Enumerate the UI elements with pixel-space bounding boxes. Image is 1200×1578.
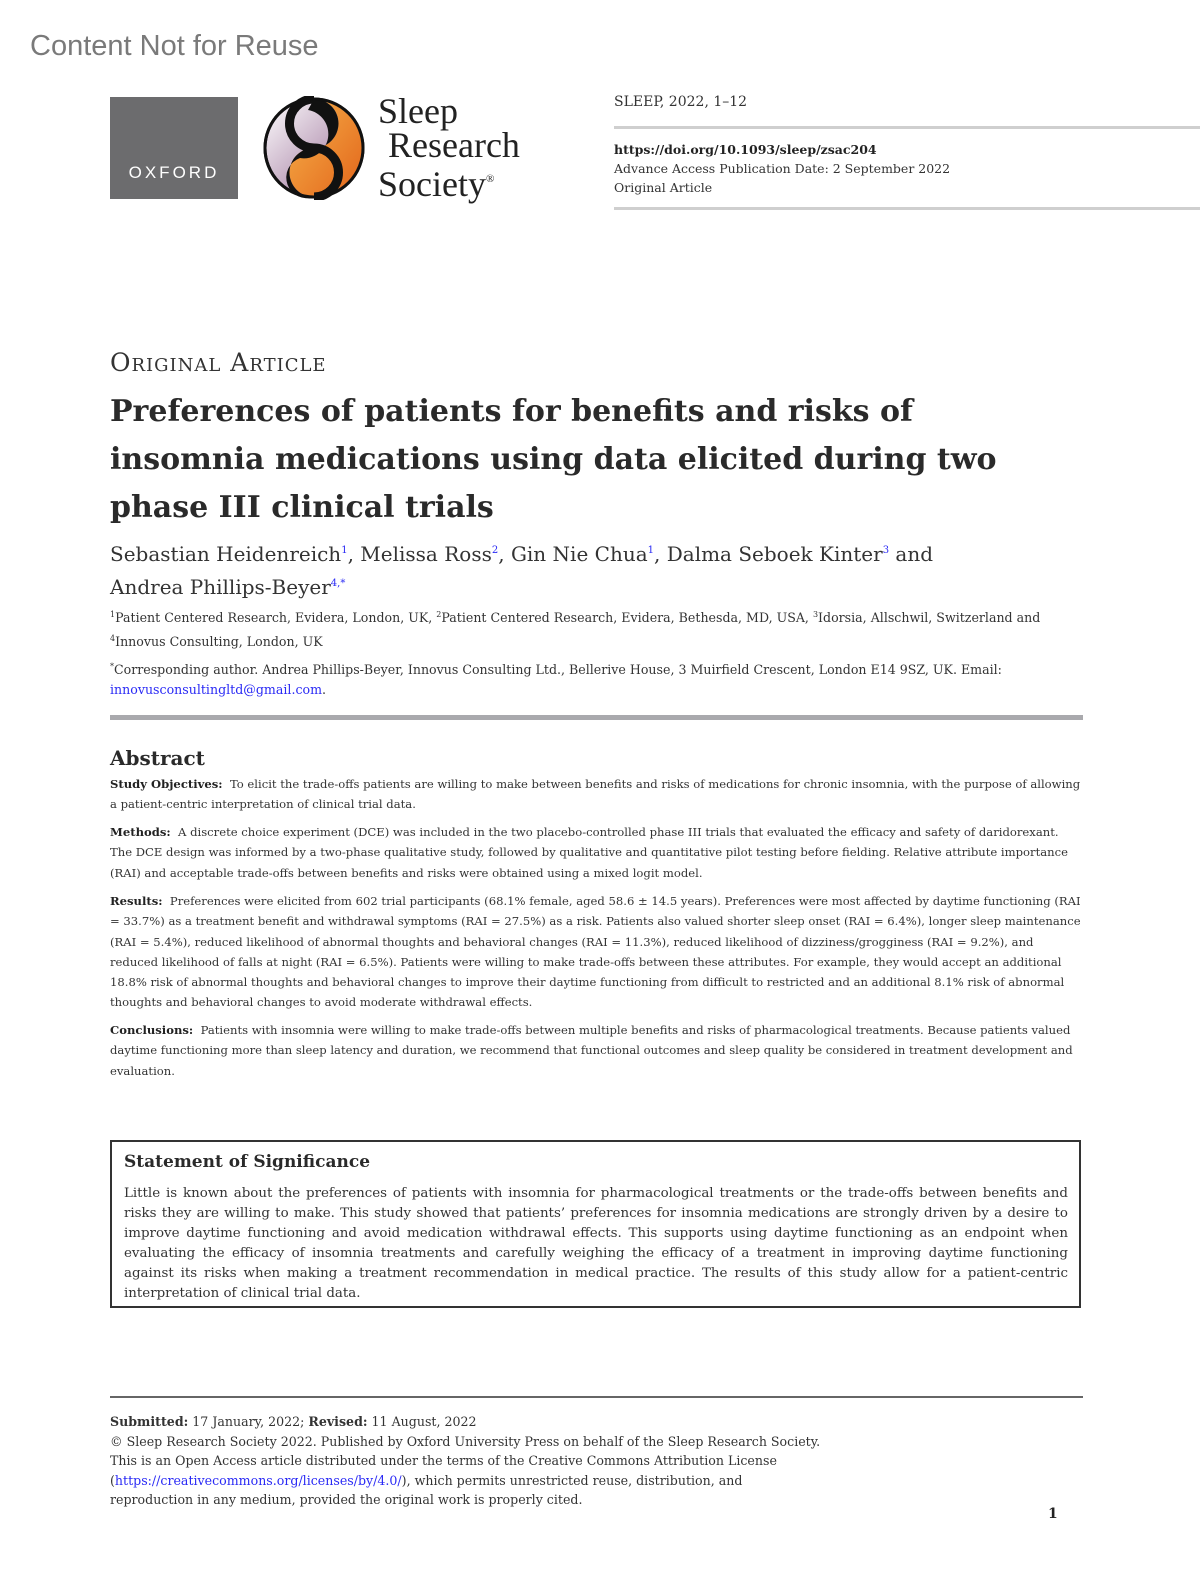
significance-heading: Statement of Significance xyxy=(124,1152,371,1172)
author-name: Dalma Seboek Kinter xyxy=(666,542,883,566)
article-title: Preferences of patients for benefits and risks of insomnia medications using data elicited during two phase III clinical trials xyxy=(110,394,997,525)
sleep-research-society-logo-icon xyxy=(262,96,366,200)
abstract-section-text: Patients with insomnia were willing to make trade-offs between multiple benefits and risks of pharmacological treatments. Because patients valued daytime functioning more than sleep latency and duration, we recommend that functional outcomes and sleep quality be considered in treatment development and evaluation. xyxy=(110,1023,1073,1078)
corresponding-email-link[interactable]: innovusconsultingltd@gmail.com xyxy=(110,682,323,697)
author-separator: , xyxy=(654,542,667,566)
society-name-line3: Society xyxy=(378,164,486,204)
header-rule-top xyxy=(614,126,1200,129)
copyright-line: © Sleep Research Society 2022. Published by Oxford University Press on behalf of the Sleep Research Society. xyxy=(110,1433,821,1449)
footer-rule xyxy=(110,1396,1083,1398)
abstract-section-label: Conclusions: xyxy=(110,1023,194,1037)
abstract-section-text: A discrete choice experiment (DCE) was included in the two placebo-controlled phase III trials that evaluated the efficacy and safety of daridorexant. The DCE design was informed by a two-phase qualitative study, followed by qualitative and quantitative pilot testing before fielding. Relative attribute importance (RAI) and acceptable trade-offs between benefits and risks were obtained using a mixed logit model. xyxy=(110,825,1068,880)
oxford-logo xyxy=(110,97,238,199)
license-link[interactable]: https://creativecommons.org/licenses/by/4.0/ xyxy=(114,1472,402,1488)
abstract-objectives xyxy=(110,774,1084,815)
corresponding-author xyxy=(110,657,1085,700)
revised-label: Revised: xyxy=(308,1414,368,1429)
affiliation-text: Patient Centered Research, Evidera, London, UK, xyxy=(115,610,437,625)
section-divider xyxy=(110,715,1083,720)
society-name-line1: Sleep xyxy=(378,91,458,131)
article-type-header: Original Article xyxy=(614,180,713,195)
affiliation-number: 3 xyxy=(812,610,819,619)
footer-notes xyxy=(110,1412,870,1510)
corresponding-text: Corresponding author. Andrea Phillips-Beyer, Innovus Consulting Ltd., Bellerive House, 3 Muirfield Crescent, London E14 9SZ, UK. Email: xyxy=(114,662,1002,677)
license-link-line: (https://creativecommons.org/licenses/by/4.0/), which permits unrestricted reuse, distribution, and xyxy=(110,1472,743,1488)
watermark-text: Content Not for Reuse xyxy=(30,30,319,62)
society-name xyxy=(378,91,520,204)
corresponding-end: . xyxy=(322,682,327,697)
page-number: 1 xyxy=(1048,1506,1058,1522)
author-affiliation-ref[interactable]: 1 xyxy=(341,545,348,556)
statement-of-significance-box xyxy=(110,1140,1081,1308)
license-rest: , which permits unrestricted reuse, distribution, and xyxy=(406,1472,743,1488)
corresponding-mark: * xyxy=(110,662,114,671)
oxford-logo-text: OXFORD xyxy=(128,163,220,182)
author-affiliation-ref[interactable]: 3 xyxy=(882,545,890,556)
doi-block xyxy=(614,140,950,197)
author-affiliation-ref[interactable]: 4,* xyxy=(330,578,346,589)
author-name: Gin Nie Chua xyxy=(510,542,648,566)
author-affiliation-ref[interactable]: 2 xyxy=(491,545,499,556)
author-separator: , xyxy=(498,542,511,566)
abstract-section-text: To elicit the trade-offs patients are willing to make between benefits and risks of medications for chronic insomnia, with the purpose of allowing a patient-centric interpretation of clinical trial data. xyxy=(110,777,1081,812)
section-label: Original Article xyxy=(110,348,327,377)
affiliation-text: Patient Centered Research, Evidera, Bethesda, MD, USA, xyxy=(441,610,813,625)
journal-citation: SLEEP, 2022, 1–12 xyxy=(614,94,748,110)
doi-link[interactable]: https://doi.org/10.1093/sleep/zsac204 xyxy=(614,142,877,157)
affiliation-text: Idorsia, Allschwil, Switzerland and xyxy=(818,610,1041,625)
license-line: This is an Open Access article distributed under the terms of the Creative Commons Attribution License xyxy=(110,1453,777,1469)
revised-date: 11 August, 2022 xyxy=(371,1414,477,1429)
license-end: reproduction in any medium, provided the original work is properly cited. xyxy=(110,1492,583,1508)
affiliations xyxy=(110,604,1085,652)
author-name: Sebastian Heidenreich xyxy=(110,542,342,566)
affiliation-text: Innovus Consulting, London, UK xyxy=(115,634,323,649)
abstract-methods xyxy=(110,822,1084,883)
abstract-section-label: Study Objectives: xyxy=(110,777,223,791)
significance-text: Little is known about the preferences of patients with insomnia for pharmacological treatments or the trade-offs between benefits and risks they are willing to make. This study showed that patients’ preferences for insomnia medications are strongly driven by a desire to improve daytime functioning and avoid medication withdrawal effects. This supports using daytime functioning as an endpoint when evaluating the efficacy of insomnia treatments and carefully weighing the efficacy of a treatment in improving daytime functioning against its risks when making a treatment recommendation in medical practice. The results of this study allow for a patient-centric interpretation of clinical trial data. xyxy=(124,1186,1068,1301)
affiliation-number: 1 xyxy=(110,610,116,619)
author-separator: , xyxy=(347,542,361,566)
submitted-date: 17 January, 2022; xyxy=(192,1414,305,1429)
author-affiliation-ref[interactable]: 1 xyxy=(647,545,655,556)
author-list xyxy=(110,536,1070,602)
advance-access-date: Advance Access Publication Date: 2 September 2022 xyxy=(614,161,951,176)
author-name: Andrea Phillips-Beyer xyxy=(110,575,331,599)
abstract-section-text: Preferences were elicited from 602 trial participants (68.1% female, aged 58.6 ± 14.5 years). Preferences were most affected by daytime functioning (RAI = 33.7%) as a treatment benefit and withdrawal symptoms (RAI = 27.5%) as a risk. Patients also valued shorter sleep onset (RAI = 6.4%), longer sleep maintenance (RAI = 5.4%), reduced likelihood of abnormal thoughts and behavioral changes (RAI = 11.3%), reduced likelihood of dizziness/grogginess (RAI = 9.2%), and reduced likelihood of falls at night (RAI = 6.5%). Patients were willing to make trade-offs between these attributes. For example, they would accept an additional 18.8% risk of abnormal thoughts and behavioral changes to improve their daytime functioning from difficult to restricted and an additional 8.1% risk of abnormal thoughts and behavioral changes to avoid moderate withdrawal effects. xyxy=(110,894,1081,1010)
abstract-results xyxy=(110,891,1084,1013)
header-rule-bottom xyxy=(614,207,1200,210)
author-separator: and xyxy=(889,542,934,566)
registered-mark: ® xyxy=(485,173,495,185)
author-name: Melissa Ross xyxy=(360,542,492,566)
abstract-heading: Abstract xyxy=(110,746,205,770)
affiliation-number: 2 xyxy=(436,610,442,619)
abstract-section-label: Methods: xyxy=(110,825,171,839)
submitted-label: Submitted: xyxy=(110,1414,189,1429)
submission-dates xyxy=(110,1412,870,1432)
abstract-conclusions xyxy=(110,1020,1084,1081)
affiliation-number: 4 xyxy=(110,634,116,643)
abstract-section-label: Results: xyxy=(110,894,163,908)
society-name-line2: Research xyxy=(388,125,520,165)
